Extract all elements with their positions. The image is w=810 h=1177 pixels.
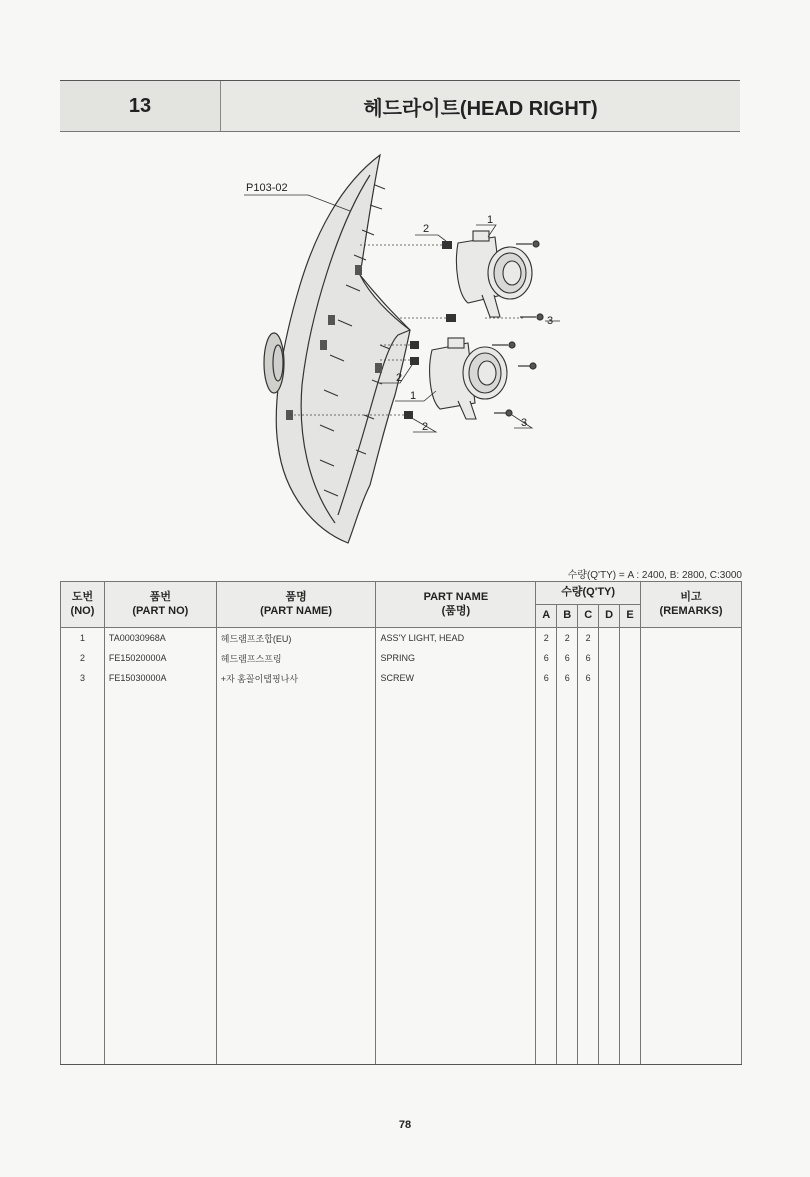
page-number: 78 [398,1119,412,1131]
header-part-name-en: PART NAME (품명) [376,582,536,628]
label-screw-upper: 3 [547,315,554,327]
header-part-name-ko: 품명 (PART NAME) [216,582,376,628]
label-assy-upper: 1 [487,214,494,226]
table-empty-area [61,688,742,1065]
label-spring-upper: 2 [423,223,430,235]
label-spring-lower: 2 [422,421,429,433]
section-title: 헤드라이트(HEAD RIGHT) [221,81,740,131]
label-spring-middle: 2 [396,372,403,384]
table-row: 3 FE15030000A +자 홈꼴이탭핑나사 SCREW 6 6 6 [61,668,742,688]
section-header [60,80,740,132]
table-row: 2 FE15020000A 헤드램프스프링 SPRING 6 6 6 [61,648,742,668]
label-screw-lower: 3 [521,417,528,429]
header-remarks: 비고 (REMARKS) [641,582,742,628]
quantity-note: 수량(Q'TY) = A : 2400, B: 2800, C:3000 [567,570,742,581]
parts-table [60,581,742,1065]
header-qty-e: E [620,605,641,628]
label-assy-lower: 1 [410,390,417,402]
header-qty-a: A [536,605,557,628]
header-no: 도번 (NO) [61,582,105,628]
header-part-no: 품번 (PART NO) [104,582,216,628]
header-qty-c: C [578,605,599,628]
header-qty: 수량(Q'TY) [536,582,641,605]
label-p103-02: P103-02 [246,182,288,194]
headlight-exploded-diagram [220,145,560,555]
section-number: 13 [60,81,221,131]
header-qty-d: D [599,605,620,628]
table-row: 1 TA00030968A 헤드램프조합(EU) ASS'Y LIGHT, HEAD 2 2 2 [61,628,742,649]
header-qty-b: B [557,605,578,628]
